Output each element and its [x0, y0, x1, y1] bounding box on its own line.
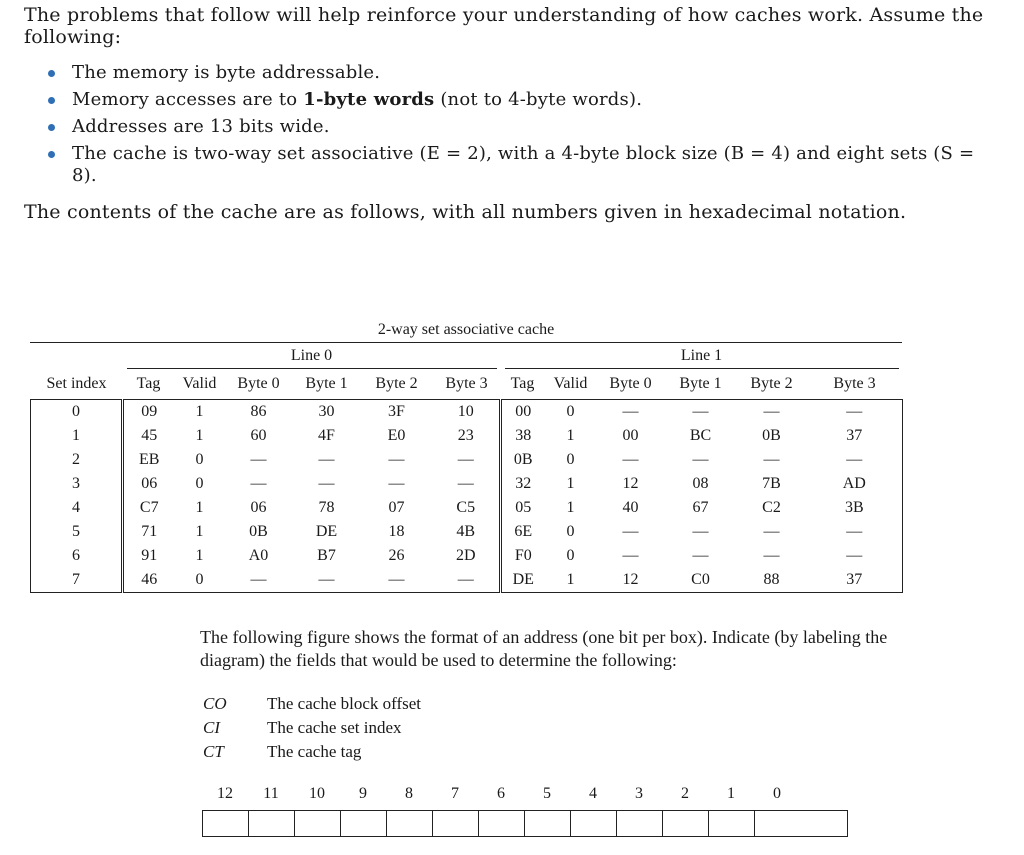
table-cell: 12: [597, 568, 665, 593]
table-cell: 00: [622, 427, 639, 444]
table-cell: —: [737, 400, 807, 425]
table-cell: 12: [622, 475, 639, 492]
bit-box: [249, 811, 295, 836]
bit-box: [525, 811, 571, 836]
table-cell: 1: [195, 523, 204, 540]
table-cell: —: [318, 475, 335, 492]
table-cell: 1: [195, 427, 204, 444]
table-cell: 1: [566, 499, 575, 516]
table-cell: —: [622, 523, 639, 540]
table-cell: 1: [31, 424, 123, 448]
field-definitions: [203, 692, 421, 764]
bit-box: [709, 811, 755, 836]
table-cell: —: [763, 451, 780, 468]
table-cell: 0: [195, 475, 204, 492]
bit-box: [663, 811, 709, 836]
bit-label: 12: [217, 785, 233, 802]
table-cell: 88: [737, 568, 807, 593]
bit-box: [617, 811, 663, 836]
table-cell: 18: [388, 523, 405, 540]
table-cell: —: [692, 523, 709, 540]
table-cell: —: [763, 547, 780, 564]
table-cell: 86: [225, 400, 293, 425]
table-cell: 32: [501, 472, 545, 496]
table-cell: —: [622, 451, 639, 468]
cache-table-title: 2-way set associative cache: [377, 321, 555, 338]
assumptions-list: [24, 62, 996, 187]
table-cell: —: [692, 451, 709, 468]
table-cell: —: [361, 568, 433, 593]
bit-box: [203, 811, 249, 836]
bit-box: [433, 811, 479, 836]
table-row: [31, 400, 903, 425]
column-header: Valid: [545, 369, 597, 400]
table-row: [31, 568, 903, 593]
table-row: [31, 496, 903, 520]
table-cell: —: [318, 451, 335, 468]
table-cell: BC: [689, 427, 712, 444]
table-cell: 06: [250, 499, 267, 516]
table-cell: C2: [762, 499, 781, 516]
table-cell: —: [457, 475, 474, 492]
table-cell: —: [807, 400, 903, 425]
bullet-icon: [48, 97, 55, 104]
table-cell: 0: [545, 400, 597, 425]
table-cell: 0: [195, 451, 204, 468]
table-cell: 91: [141, 547, 158, 564]
table-cell: 2: [31, 448, 123, 472]
table-cell: 0B: [249, 523, 268, 540]
table-cell: —: [225, 568, 293, 593]
cache-table-body: [31, 400, 903, 593]
bit-label: 0: [773, 785, 781, 802]
definition-row: CO The cache block offset: [203, 694, 422, 713]
table-cell: 4F: [318, 427, 335, 444]
assumption-item: The memory is byte addressable.: [46, 62, 996, 84]
table-cell: AD: [807, 472, 903, 496]
table-cell: 06: [141, 475, 158, 492]
table-cell: 09: [123, 400, 175, 425]
bit-label: 3: [635, 785, 643, 802]
bit-label: 7: [451, 785, 459, 802]
table-cell: —: [457, 451, 474, 468]
bit-label: 2: [681, 785, 689, 802]
table-cell: 3B: [807, 496, 903, 520]
bit-number-labels: [202, 782, 848, 806]
table-cell: —: [388, 475, 405, 492]
column-header: Byte 3: [807, 369, 903, 400]
table-cell: 3: [31, 472, 123, 496]
cache-table: [30, 343, 903, 593]
table-cell: DE: [501, 568, 545, 593]
table-cell: C5: [456, 499, 476, 516]
table-row: [31, 472, 903, 496]
table-cell: 05: [501, 496, 545, 520]
table-cell: 4B: [456, 523, 476, 540]
table-cell: 40: [622, 499, 639, 516]
bit-label: 9: [359, 785, 367, 802]
intro-lead: The problems that follow will help reinforce your understanding of how caches work. Assume the following:: [24, 4, 984, 48]
table-cell: 0: [566, 523, 575, 540]
table-cell: EB: [139, 451, 160, 468]
table-cell: 23: [457, 427, 474, 444]
table-cell: 46: [123, 568, 175, 593]
bit-label: 11: [263, 785, 279, 802]
table-cell: —: [807, 448, 903, 472]
table-cell: C7: [139, 499, 159, 516]
column-header: Byte 1: [665, 369, 737, 400]
table-cell: —: [250, 475, 267, 492]
bullet-icon: [48, 124, 55, 131]
table-row: [31, 448, 903, 472]
table-cell: 4: [31, 496, 123, 520]
table-cell: DE: [315, 523, 338, 540]
column-header-row: [31, 369, 903, 400]
bit-box: [571, 811, 617, 836]
table-cell: —: [807, 520, 903, 544]
table-cell: 0: [566, 547, 575, 564]
column-header: Byte 3: [433, 369, 501, 400]
table-cell: E0: [387, 427, 406, 444]
bit-label: 5: [543, 785, 551, 802]
table-cell: 3F: [361, 400, 433, 425]
definition-row: CT The cache tag: [203, 742, 362, 761]
table-cell: 0: [175, 568, 225, 593]
cache-table-figure: [30, 318, 902, 593]
table-row: [31, 424, 903, 448]
table-cell: 1: [566, 475, 575, 492]
table-cell: C0: [665, 568, 737, 593]
table-cell: F0: [501, 544, 545, 568]
address-format-diagram: [202, 782, 848, 837]
table-cell: 67: [692, 499, 709, 516]
table-cell: 7B: [762, 475, 781, 492]
contents-note: The contents of the cache are as follows, with all numbers given in hexadecimal notation.: [24, 201, 907, 223]
table-cell: —: [692, 547, 709, 564]
table-cell: —: [807, 544, 903, 568]
assumption-item: The cache is two-way set associative (E = 2), with a 4-byte block size (B = 4) and eight sets (S = 8).: [46, 143, 996, 187]
table-cell: 71: [141, 523, 158, 540]
table-cell: 30: [293, 400, 361, 425]
table-cell: —: [597, 400, 665, 425]
table-cell: 45: [141, 427, 158, 444]
column-header: Byte 0: [597, 369, 665, 400]
table-cell: —: [293, 568, 361, 593]
table-cell: 1: [545, 568, 597, 593]
bit-box: [755, 811, 801, 836]
table-cell: —: [250, 451, 267, 468]
table-row: [31, 544, 903, 568]
figure-instructions: The following figure shows the format of an address (one bit per box). Indicate (by labeling the diagram) the fields that would be used to determine the following:: [200, 627, 888, 670]
definition-row: CI The cache set index: [203, 718, 402, 737]
column-header: Byte 0: [225, 369, 293, 400]
table-cell: 37: [807, 424, 903, 448]
table-cell: 0B: [762, 427, 781, 444]
table-cell: 7: [31, 568, 123, 593]
table-cell: 26: [388, 547, 405, 564]
table-cell: 6E: [501, 520, 545, 544]
table-cell: 2D: [455, 547, 476, 564]
bit-label: 4: [589, 785, 597, 802]
table-cell: 10: [433, 400, 501, 425]
table-cell: 00: [501, 400, 545, 425]
column-header: Byte 1: [293, 369, 361, 400]
table-cell: 08: [692, 475, 709, 492]
table-cell: 0B: [501, 448, 545, 472]
table-cell: A0: [248, 547, 269, 564]
bit-boxes: [202, 810, 848, 837]
assumption-item: Addresses are 13 bits wide.: [46, 116, 996, 138]
table-cell: 1: [175, 400, 225, 425]
table-cell: —: [388, 451, 405, 468]
table-cell: —: [622, 547, 639, 564]
table-cell: —: [665, 400, 737, 425]
table-cell: 1: [195, 499, 204, 516]
table-cell: 38: [501, 424, 545, 448]
bit-label: 10: [309, 785, 325, 802]
table-cell: 6: [31, 544, 123, 568]
bit-box: [479, 811, 525, 836]
bit-label: 1: [727, 785, 735, 802]
bullet-icon: [48, 70, 55, 77]
table-row: [31, 520, 903, 544]
table-cell: B7: [317, 547, 336, 564]
column-header: Tag: [123, 369, 175, 400]
table-cell: 1: [195, 547, 204, 564]
bit-box: [341, 811, 387, 836]
table-cell: 0: [31, 400, 123, 425]
column-header: Byte 2: [737, 369, 807, 400]
table-cell: —: [433, 568, 501, 593]
table-cell: —: [763, 523, 780, 540]
table-cell: 07: [388, 499, 405, 516]
assumption-item: Memory accesses are to 1-byte words (not to 4-byte words).: [46, 89, 996, 111]
column-header: Set index: [31, 369, 123, 400]
table-cell: 0: [566, 451, 575, 468]
line1-header: Line 1: [505, 344, 899, 369]
bit-label: 8: [405, 785, 413, 802]
line0-header: Line 0: [127, 344, 497, 369]
column-header: Valid: [175, 369, 225, 400]
bit-box: [295, 811, 341, 836]
bit-label: 6: [497, 785, 505, 802]
bullet-icon: [48, 151, 55, 158]
table-cell: 78: [318, 499, 335, 516]
table-cell: 37: [807, 568, 903, 593]
table-cell: 5: [31, 520, 123, 544]
problem-intro: [24, 4, 996, 223]
bit-box: [387, 811, 433, 836]
column-header: Tag: [501, 369, 545, 400]
column-header: Byte 2: [361, 369, 433, 400]
table-cell: 1: [566, 427, 575, 444]
table-cell: 60: [250, 427, 267, 444]
